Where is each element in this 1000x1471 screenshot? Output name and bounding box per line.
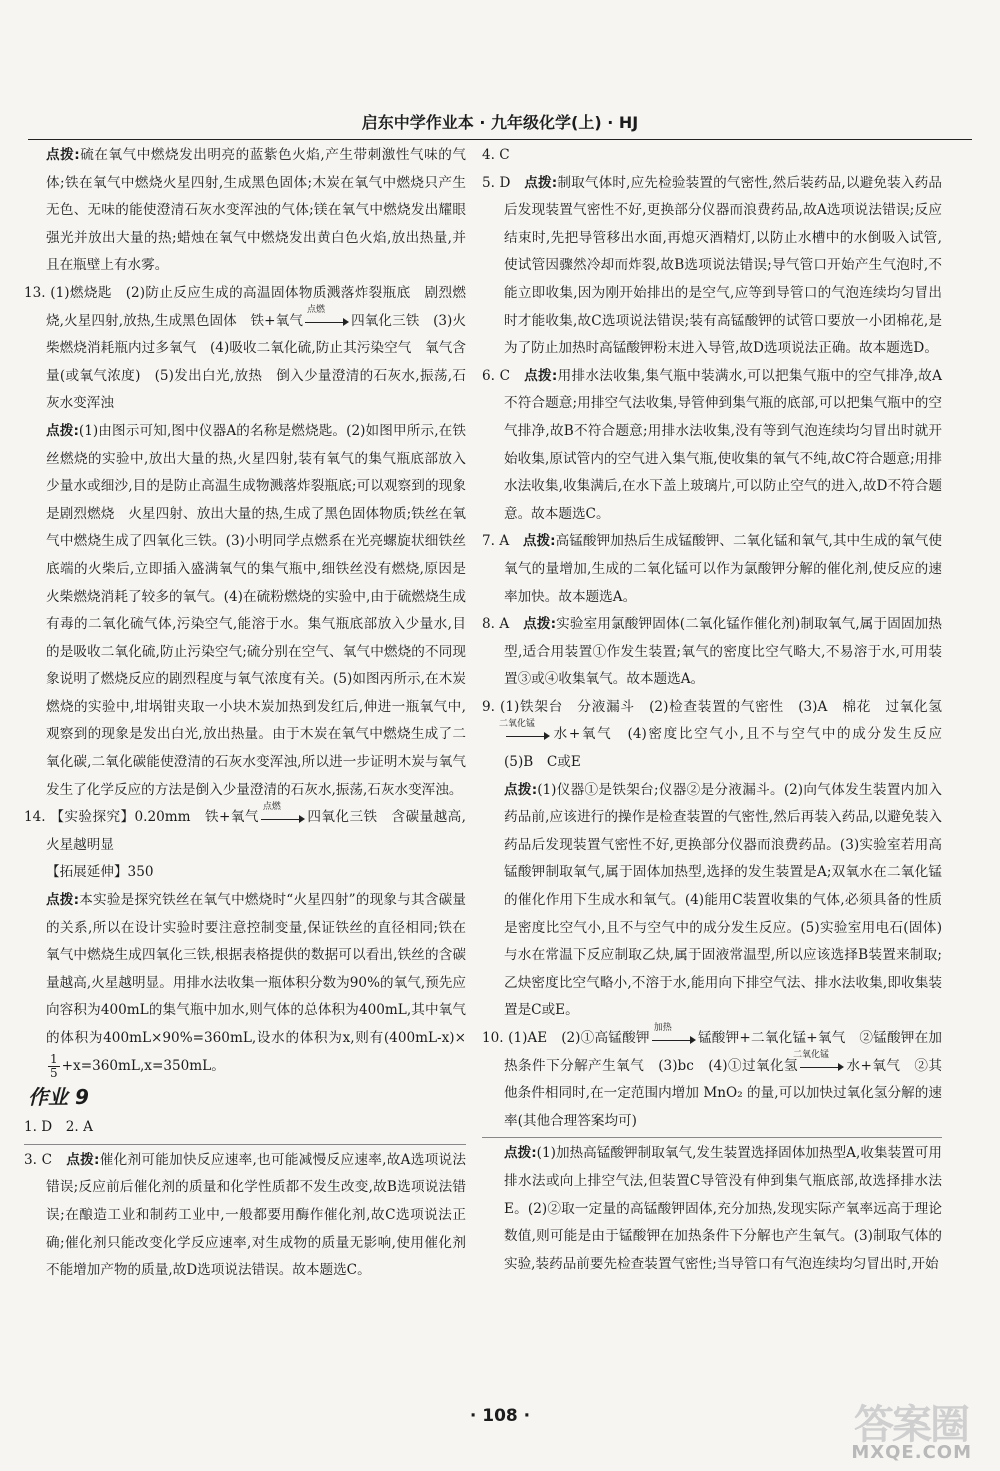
right-column [482, 142, 956, 1278]
note-label: 点拨: [46, 422, 79, 439]
intro-note [24, 142, 466, 280]
arrow-condition: 加热 [653, 1022, 672, 1033]
note-10 [482, 1140, 942, 1278]
note-text: 硫在氧气中燃烧发出明亮的蓝紫色火焰,产生带刺激性气味的气体;铁在氧气中燃烧火星四射,生成黑色固体;木炭在氧气中燃烧只产生无色、无味的能使澄清石灰水变浑浊的气体;镁在氧气中燃烧发出耀眼强光并放出大量的热;蜡烛在氧气中燃烧发出黄白色火焰,放出热量,并且在瓶壁上有水雾。 [46, 147, 467, 274]
reaction-arrow [261, 801, 305, 824]
arrow-condition: 点燃 [306, 305, 325, 316]
fraction-numerator: 1 [50, 1051, 58, 1066]
answer-5 [482, 170, 942, 363]
answer-8 [482, 611, 942, 694]
note-label: 点拨: [46, 147, 80, 163]
arrow-condition: 二氧化锰 [793, 1050, 830, 1061]
divider [24, 1144, 466, 1145]
reaction-arrow [652, 1022, 696, 1045]
note-label: 点拨: [524, 174, 558, 191]
note-label: 点拨: [523, 616, 557, 633]
fraction [48, 1053, 60, 1080]
watermark [822, 1393, 972, 1463]
answer-3 [24, 1147, 466, 1285]
answer-13 [24, 280, 466, 418]
reaction-arrow [498, 718, 550, 741]
answer-text: 锰酸钾+二氧化锰+氧气 ②锰酸钾在加热条件下分解产生氧气 (3)bc (4)①过氧化氢 [504, 1030, 942, 1074]
answer-text: 14. 【实验探究】0.20mm 铁+氧气 [24, 809, 259, 826]
note-text: (1)由图示可知,图中仪器A的名称是燃烧匙。(2)如图甲所示,在铁丝燃烧的实验中,放出大量的热,火星四射,装有氧气的集气瓶底部放入少量水或细沙,目的是防止高温生成物溅落炸裂瓶底;可以观察到的现象是剧烈燃烧 火星四射、放出大量的热,生成了黑色固体物质;铁丝在氧气中燃烧生成了四氧化三铁。(3)小明同学点燃系在光亮螺旋状细铁丝底端的火柴后,立即插入盛满氧气的集气瓶中,细铁丝没有燃烧,原因是火柴燃烧消耗了较多的氧气。(4)在硫粉燃烧的实验中,由于硫燃烧生成有毒的二氧化硫气体,污染空气,能溶于水。集气瓶底部放入少量水,目的是吸收二氧化硫,防止污染空气;硫分别在空气、氧气中燃烧的不同现象说明了燃烧反应的剧烈程度与氧气浓度有关。(5)如图丙所示,在木炭燃烧的实验中,坩埚钳夹取一小块木炭加热到发红后,伸进一瓶氧气中,观察到的现象是发出白光,放出热量。由于木炭在氧气中燃烧生成了二氧化碳,二氧化碳能使澄清的石灰水变浑浊,所以进一步证明木炭与氧气发生了化学反应的方法是倒入少量澄清的石灰水,振荡,石灰水变浑浊。 [46, 422, 467, 798]
answer-9 [482, 694, 956, 777]
note-label: 点拨: [66, 1151, 100, 1168]
answer-10 [482, 1022, 943, 1135]
note-14 [24, 887, 466, 1080]
note-text: 高锰酸钾加热后生成锰酸钾、二氧化锰和氧气,其中生成的氧气使氧气的量增加,生成的二氧化锰可以作为氯酸钾分解的催化剂,使反应的速率加快。故本题选A。 [504, 533, 943, 605]
answer-1-2: 1. D 2. A [24, 1119, 93, 1136]
answer-num: 8. A [482, 616, 524, 633]
answer-7 [482, 528, 942, 611]
answer-text: 四氧化三铁 (3)火柴燃烧消耗瓶内过多氧气 (4)吸收二氧化硫,防止其污染空气 氧气含量(或氧气浓度) (5)发出白光,放热 倒入少量澄清的石灰水,振荡,石灰水变浑浊 [46, 312, 466, 412]
page-header: 启东中学作业本 · 九年级化学(上) · HJ [361, 113, 639, 132]
fraction-denominator: 5 [50, 1065, 58, 1080]
answer-text: 四氧化三铁 含碳量越高,火星越明显 [46, 809, 466, 853]
page-number: · 108 · [469, 1406, 531, 1426]
note-text: 制取气体时,应先检验装置的气密性,然后装药品,以避免装入药品后发现装置气密性不好,更换部分仪器而浪费药品,故A选项说法错误;反应结束时,先把导管移出水面,再熄灭酒精灯,以防止水槽中的水倒吸入试管,使试管因骤然冷却而炸裂,故B选项说法错误;导气管口开始产生气泡时,不能立即收集,因为刚开始排出的是空气,应等到导管口的气泡连续均匀冒出时才能收集,故C选项说法错误;装有高锰酸钾的试管口要放一小团棉花,是为了防止加热时高锰酸钾粉末进入导管,故D选项说法正确。故本题选D。 [504, 174, 942, 357]
watermark-logo: 答案圈 [854, 1402, 968, 1448]
note-text: (1)仪器①是铁架台;仪器②是分液漏斗。(2)向气体发生装置内加入药品前,应该进行的操作是检查装置的气密性,然后再装入药品,以避免装入药品后发现装置气密性不好,更换部分仪器而浪费药品。(3)实验室若用高锰酸钾制取氧气,属于固体加热型,选择的发生装置是A;双氧水在二氧化锰的催化作用下生成水和氧气。(4)能用C装置收集的气体,必须具备的性质是密度比空气小,且不与空气中的成分发生反应。(5)实验室用电石(固体)与水在常温下反应制取乙炔,属于固液常温型,所以应该选择B装置来制取;乙炔密度比空气略小,不溶于水,能用向下排空气法、排水法收集,即收集装置是C或E。 [504, 781, 942, 1019]
left-column [24, 142, 466, 1285]
answer-6 [482, 363, 942, 529]
note-9 [482, 777, 942, 1025]
watermark-site: MXQE.COM [851, 1442, 972, 1463]
divider [482, 1137, 942, 1138]
note-text: 实验室用氯酸钾固体(二氧化锰作催化剂)制取氧气,属于固固加热型,适合用装置①作发生装置;氧气的密度比空气略大,不易溶于水,可用装置③或④收集氧气。故本题选A。 [504, 616, 943, 688]
answer-num: 7. A [482, 533, 523, 550]
note-label: 点拨: [504, 781, 538, 798]
note-label: 点拨: [522, 533, 556, 550]
note-label: 点拨: [524, 367, 558, 384]
answer-14 [24, 801, 466, 859]
answer-text: 13. (1)燃烧匙 (2)防止反应生成的高温固体物质溅落炸裂瓶底 剧烈燃烧,火星四射,放热,生成黑色固体 铁+氧气 [24, 284, 466, 329]
answer-4: 4. C [482, 147, 510, 163]
reaction-arrow [793, 1050, 844, 1072]
answer-text: 水+氧气 ②其他条件相同时,在一定范围内增加 MnO₂ 的量,可以加快过氧化氢分解的速率(其他合理答案均可) [504, 1057, 943, 1129]
note-text: +x=360mL,x=350mL。 [61, 1057, 225, 1074]
note-label: 点拨: [46, 892, 80, 909]
note-text: 用排水法收集,集气瓶中装满水,可以把集气瓶中的空气排净,故A不符合题意;用排空气法收集,导管伸到集气瓶的底部,可以把集气瓶中的空气排净,故B不符合题意;用排水法收集,没有等到气泡连续均匀冒出时就开始收集,原试管内的空气进入集气瓶,使收集的氧气不纯,故C符合题意;用排水法收集,收集满后,在水下盖上玻璃片,可以防止空气的进入,故D不符合题意。故本题选C。 [504, 367, 942, 522]
answer-num: 5. D [482, 174, 525, 191]
answer-num: 6. C [482, 367, 525, 384]
answer-14-ext: 【拓展延伸】350 [46, 864, 154, 881]
header-rule [28, 139, 972, 140]
note-text: 催化剂可能加快反应速率,也可能减慢反应速率,故A选项说法错误;反应前后催化剂的质量和化学性质都不发生改变,故B选项说法错误;在酿造工业和制药工业中,一般都要用酶作催化剂,故C选项说法正确;催化剂只能改变化学反应速率,对生成物的质量无影响,使用催化剂不能增加产物的质量,故D选项说法错误。故本题选C。 [46, 1151, 466, 1279]
arrow-condition: 二氧化锰 [498, 718, 535, 729]
answer-num: 3. C [24, 1151, 67, 1168]
arrow-condition: 点燃 [262, 801, 281, 812]
note-text: (1)加热高锰酸钾制取氧气,发生装置选择固体加热型A,收集装置可用排水法或向上排空气法,但装置C导管没有伸到集气瓶底部,故选择排水法E。(2)②取一定量的高锰酸钾固体,充分加热,发现实际产氧率远高于理论数值,则可能是由于锰酸钾在加热条件下分解也产生氧气。(3)制取气体的实验,装药品前要先检查装置气密性;当导管口有气泡连续均匀冒出时,开始 [504, 1145, 943, 1272]
answer-text: 9. (1)铁架台 分液漏斗 (2)检查装置的气密性 (3)A 棉花 过氧化氢 [482, 698, 942, 715]
note-label: 点拨: [504, 1145, 537, 1162]
reaction-arrow [305, 305, 349, 327]
answer-text: 10. (1)AE (2)①高锰酸钾 [482, 1030, 650, 1046]
note-text: 本实验是探究铁丝在氧气中燃烧时“火星四射”的现象与其含碳量的关系,所以在设计实验时要注意控制变量,保证铁丝的直径相同;铁在氧气中燃烧生成四氧化三铁,根据表格提供的数据可以看出,铁丝的含碳量越高,火星越明显。用排水法收集一瓶体积分数为90%的氧气,预先应向容积为400mL的集气瓶中加水,则气体的总体积为400mL,其中氧气的体积为400mL×90%=360mL,设水的体积为x,则有(400mL-x)× [46, 892, 466, 1046]
answer-text: 水+氧气 (4)密度比空气小,且不与空气中的成分发生反应 (5)B C或E [504, 726, 956, 771]
homework-title: 作业 9 [28, 1085, 89, 1110]
note-13 [24, 418, 466, 804]
